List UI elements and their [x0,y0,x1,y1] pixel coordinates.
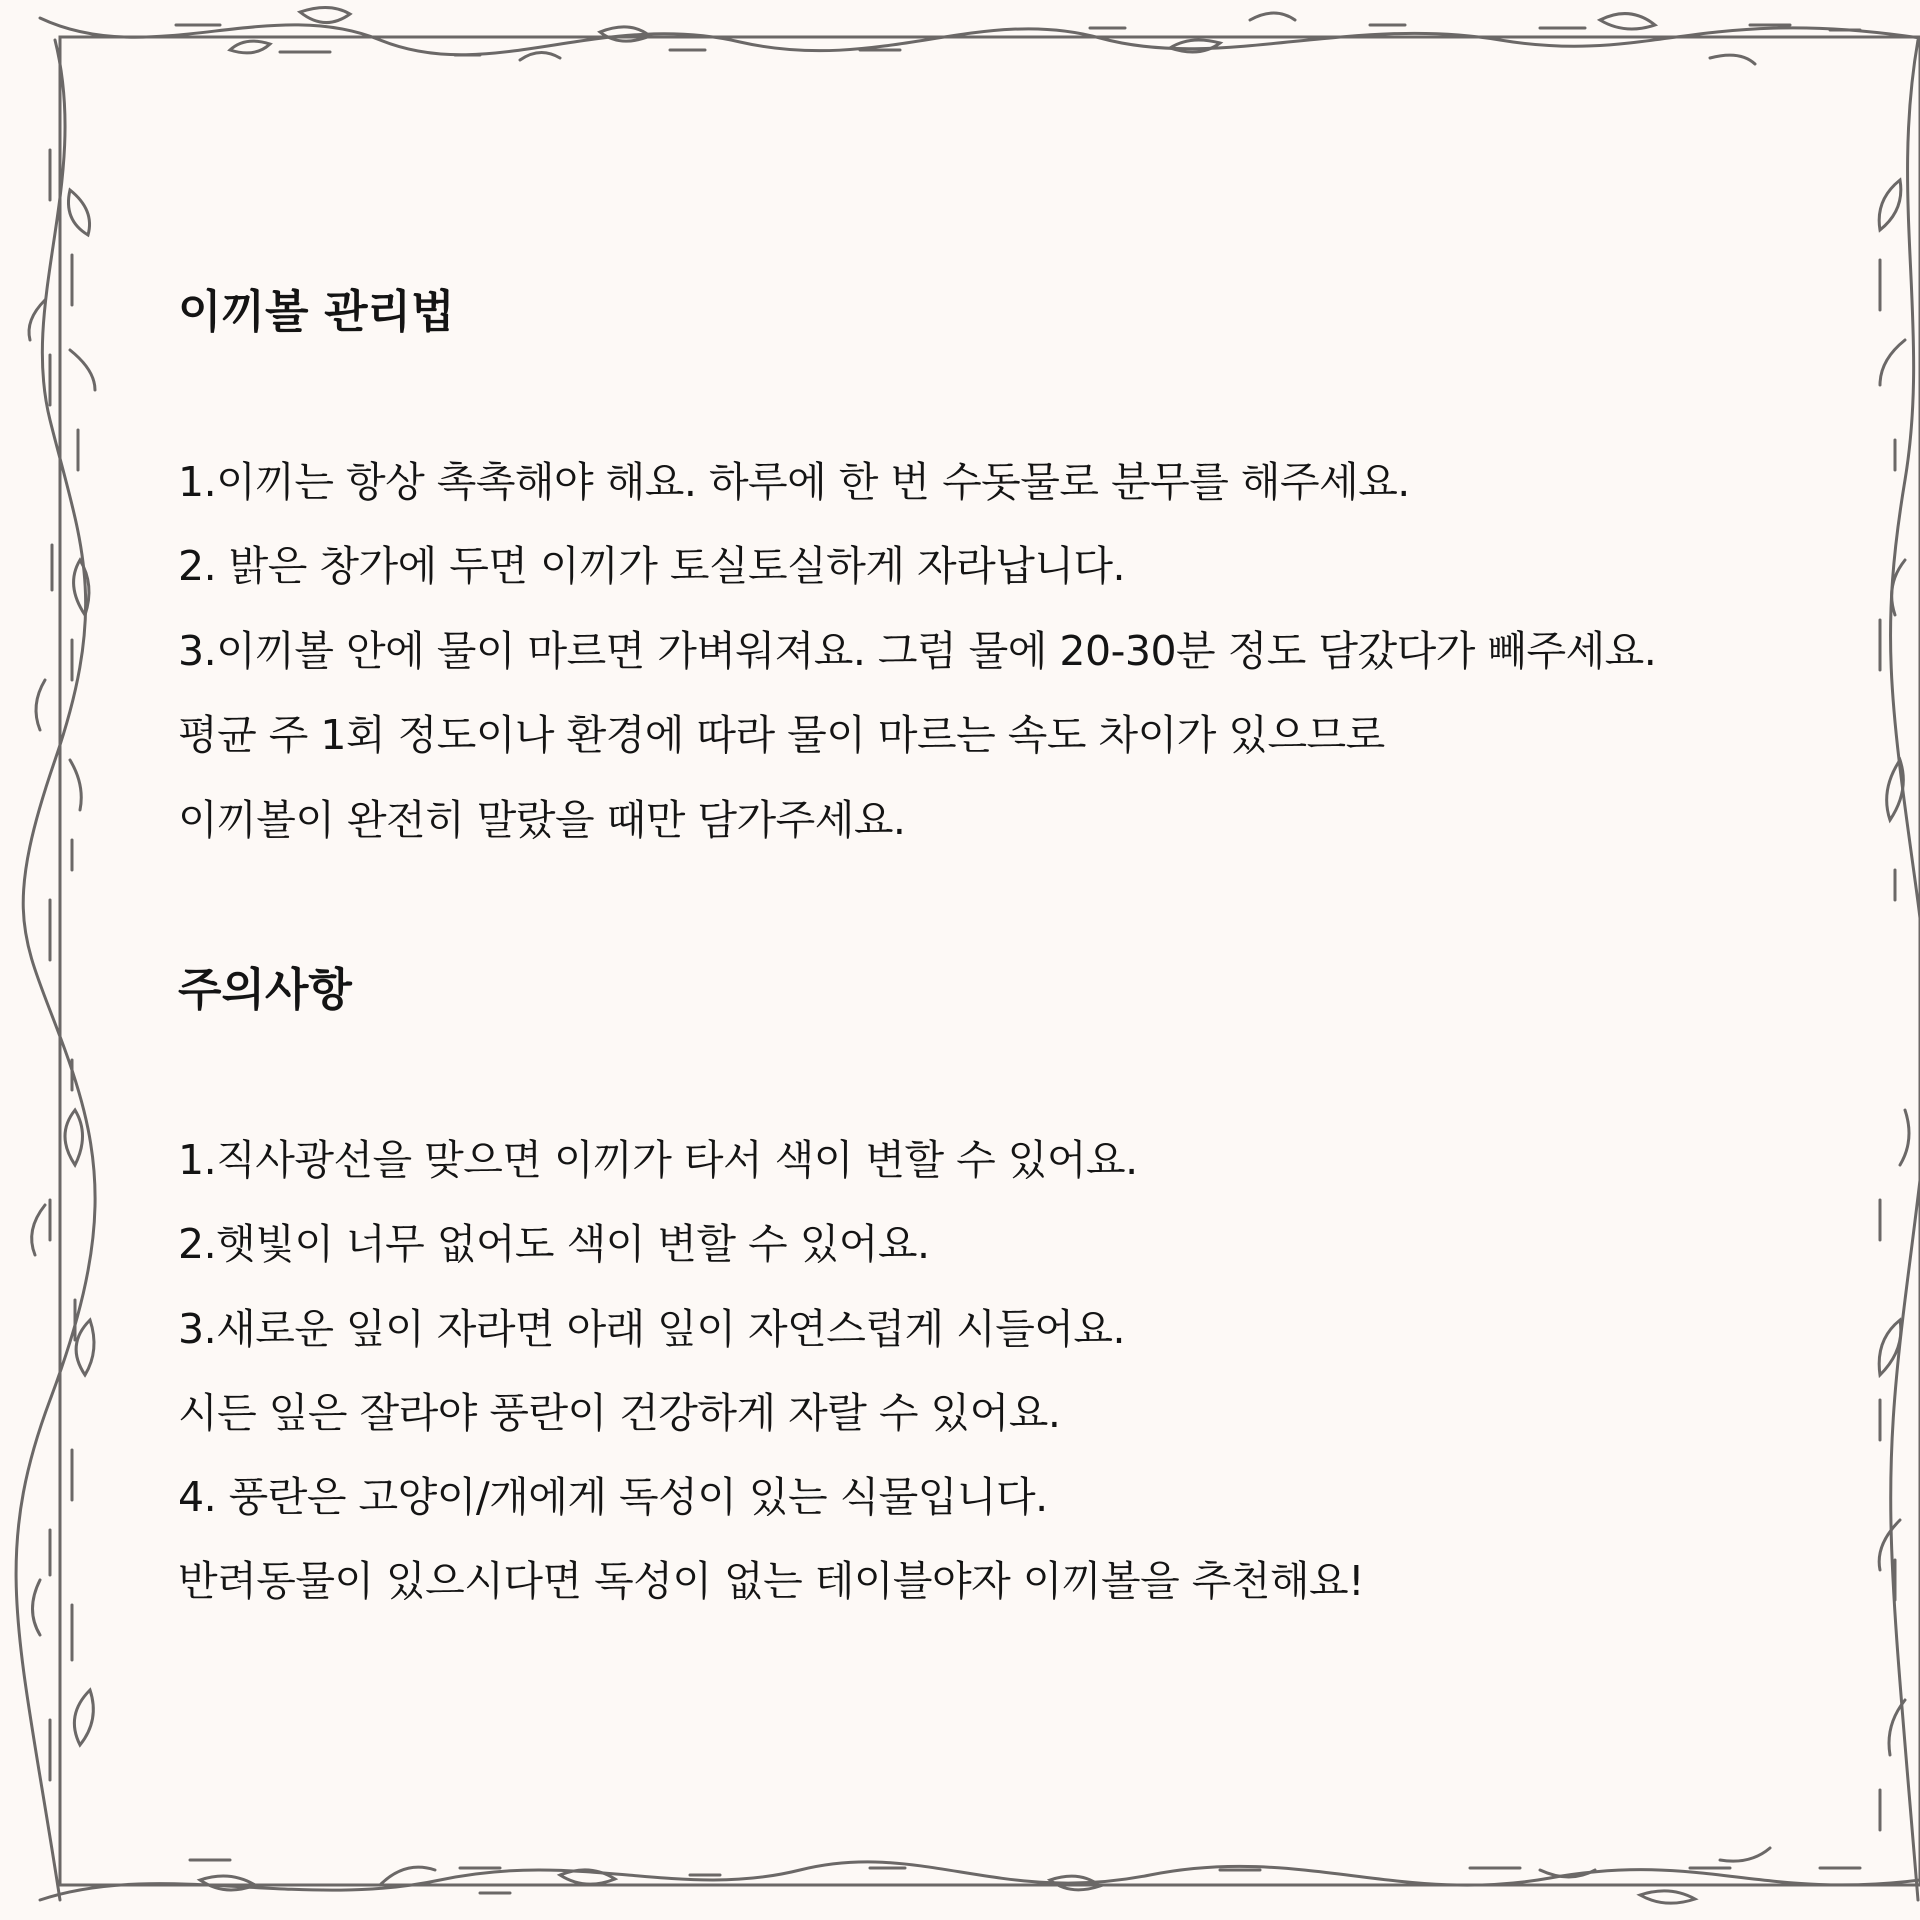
care-line-1: 1.이끼는 항상 촉촉해야 해요. 하루에 한 번 수돗물로 분무를 해주세요. [178,458,1410,506]
care-line-2: 2. 밝은 창가에 두면 이끼가 토실토실하게 자라납니다. [178,542,1126,590]
caution-line-2: 2.햇빛이 너무 없어도 색이 변할 수 있어요. [178,1220,930,1268]
left-dashes [50,150,78,1780]
right-leaves [1879,180,1909,1755]
left-leaves [29,190,95,1745]
left-vine-path [16,40,95,1900]
caution-line-4: 시든 잎은 잘라야 풍란이 건강하게 자랄 수 있어요. [178,1389,1061,1437]
bottom-dashes [190,1860,1860,1893]
care-line-4: 평균 주 1회 정도이나 환경에 따라 물이 마르는 속도 차이가 있으므로 [178,711,1385,759]
care-line-3: 3.이끼볼 안에 물이 마르면 가벼워져요. 그럼 물에 20-30분 정도 담갔다가 빼주세요. [178,627,1657,675]
care-line-5: 이끼볼이 완전히 말랐을 때만 담가주세요. [178,796,906,844]
caution-line-6: 반려동물이 있으시다면 독성이 없는 테이블야자 이끼볼을 추천해요! [178,1557,1365,1605]
right-vine-path [1891,40,1920,1900]
care-title: 이끼볼 관리법 [178,285,455,338]
caution-line-1: 1.직사광선을 맞으면 이끼가 타서 색이 변할 수 있어요. [178,1136,1138,1184]
caution-line-3: 3.새로운 잎이 자라면 아래 잎이 자연스럽게 시들어요. [178,1305,1126,1353]
caution-title: 주의사항 [178,963,352,1016]
caution-line-5: 4. 풍란은 고양이/개에게 독성이 있는 식물입니다. [178,1473,1048,1521]
